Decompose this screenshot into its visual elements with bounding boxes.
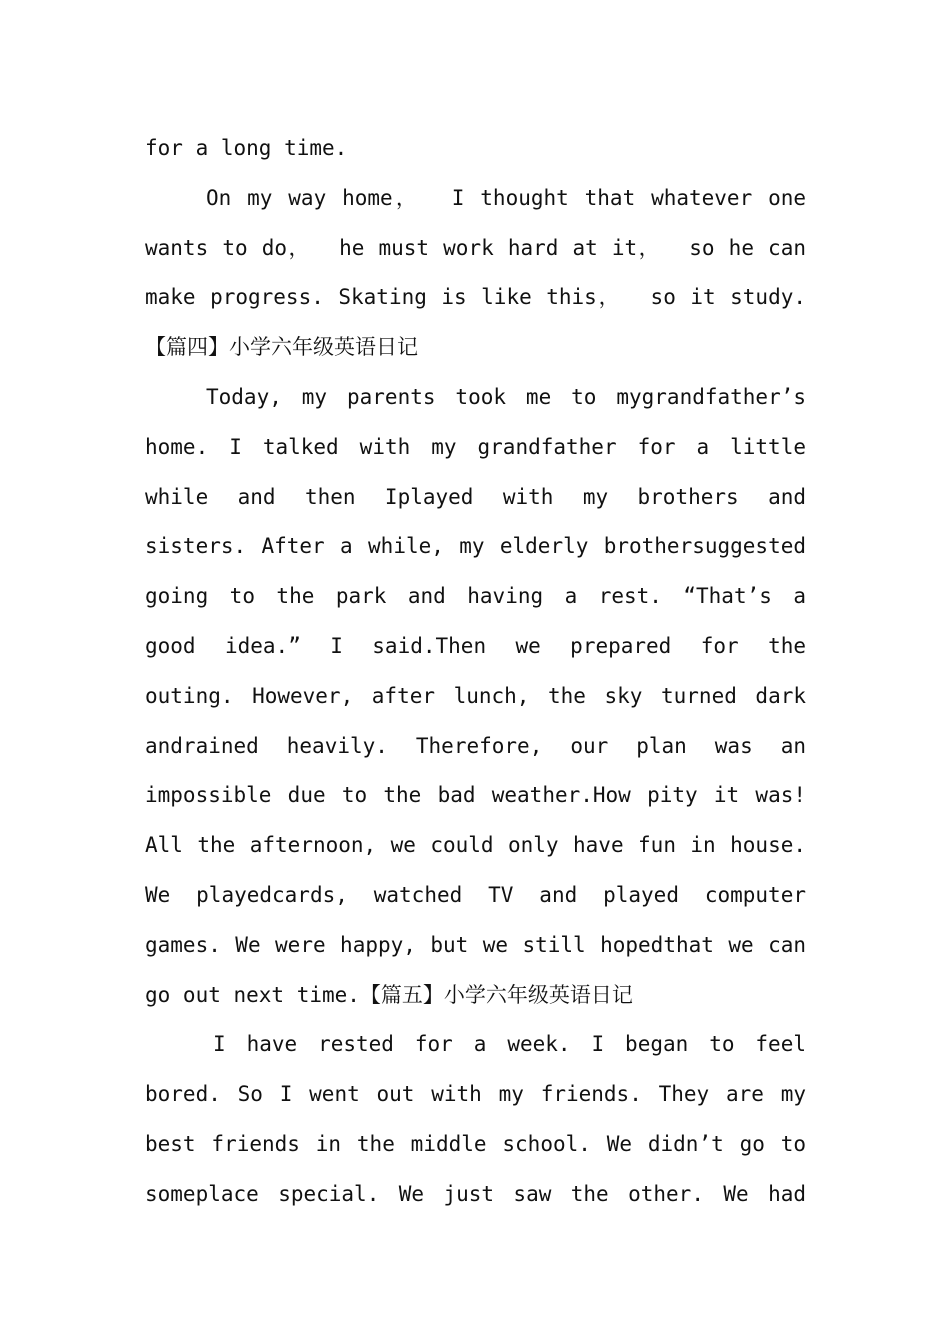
text-line: going to the park and having a rest. “That’s a: [145, 584, 806, 609]
text-line: wants to do， he must work hard at it， so he can: [145, 235, 806, 260]
text-line-with-heading: go out next time.【篇五】小学六年级英语日记: [145, 982, 633, 1007]
document-body: [145, 124, 806, 1220]
text-line: outing. However, after lunch, the sky turned dark: [145, 683, 806, 708]
text-line: for a long time.: [145, 136, 348, 160]
text-line: while and then Iplayed with my brothers and: [145, 484, 806, 509]
text-line: I have rested for a week. I began to feel: [213, 1032, 806, 1057]
text-line: We playedcards, watched TV and played computer: [145, 882, 806, 907]
text-line: All the afternoon, we could only have fun in house.: [145, 833, 806, 858]
text-line: Today, my parents took me to mygrandfather’s: [206, 384, 806, 409]
text-line: someplace special. We just saw the other. We had: [145, 1181, 806, 1206]
text-line: home. I talked with my grandfather for a little: [145, 434, 806, 459]
text-line: andrained heavily. Therefore, our plan was an: [145, 733, 806, 758]
text-line: impossible due to the bad weather.How pity it was!: [145, 783, 806, 808]
text-line: games. We were happy, but we still hopedthat we can: [145, 932, 806, 957]
text-line: make progress. Skating is like this， so it study.: [145, 285, 806, 310]
text-line: sisters. After a while, my elderly brothersuggested: [145, 534, 806, 559]
text-line: good idea.” I said.Then we prepared for the: [145, 633, 806, 658]
text-line: bored. So I went out with my friends. They are my: [145, 1082, 806, 1107]
text-line: On my way home， I thought that whatever one: [206, 185, 806, 210]
section-heading: 【篇四】小学六年级英语日记: [145, 335, 418, 360]
text-line: best friends in the middle school. We didn’t go to: [145, 1131, 806, 1156]
